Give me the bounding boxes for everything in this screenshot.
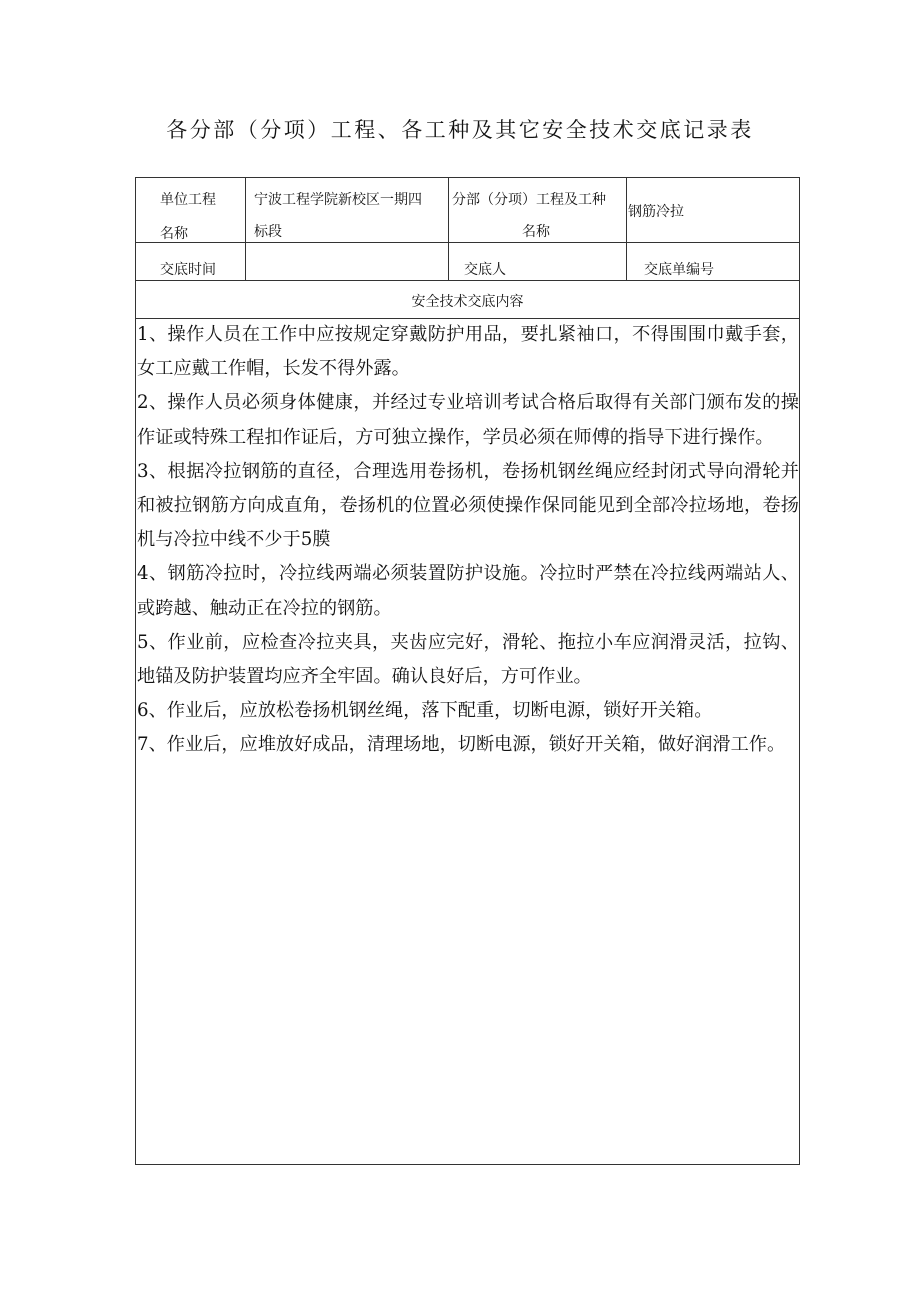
unit-name-value-line2: 标段 — [254, 224, 282, 240]
column-divider — [626, 178, 627, 280]
unit-name-label-line1: 单位工程 — [160, 192, 216, 208]
content-body — [137, 318, 799, 763]
content-item: 7、作业后，应堆放好成品，清理场地，切断电源，锁好开关箱，做好润滑工作。 — [137, 734, 786, 756]
row-divider — [136, 242, 799, 243]
content-item: 3、根据冷拉钢筋的直径，合理选用卷扬机，卷扬机钢丝绳应经封闭式导向滑轮并和被拉钢筋方向成直角，卷扬机的位置必须使操作保同能见到全部冷拉场地，卷扬机与冷拉中线不少于5膜 — [137, 460, 799, 551]
safety-disclosure-form — [135, 177, 800, 1165]
disclosure-time-label: 交底时间 — [160, 262, 216, 278]
discloser-label: 交底人 — [464, 262, 506, 278]
content-heading: 安全技术交底内容 — [411, 294, 524, 310]
content-item: 4、钢筋冷拉时，冷拉线两端必须装置防护设施。冷拉时严禁在冷拉线两端站人、或跨越、触动正在冷拉的钢筋。 — [137, 563, 799, 619]
content-item: 5、作业前，应检查冷拉夹具，夹齿应完好，滑轮、拖拉小车应润滑灵活，拉钩、地锚及防护装置均应齐全牢固。确认良好后，方可作业。 — [137, 631, 799, 688]
content-item: 2、操作人员必须身体健康，并经过专业培训考试合格后取得有关部门颁布发的操作证或特殊工程扣作证后，方可独立操作，学员必须在师傅的指导下进行操作。 — [137, 392, 799, 448]
column-divider — [448, 178, 449, 280]
unit-name-label-line2: 名称 — [160, 226, 188, 242]
content-item: 1、操作人员在工作中应按规定穿戴防护用品，要扎紧袖口，不得围围巾戴手套，女工应戴工作帽，长发不得外露。 — [137, 324, 799, 380]
disclosure-number-label: 交底单编号 — [644, 262, 714, 278]
sub-project-value: 钢筋冷拉 — [628, 204, 684, 220]
unit-name-value-line1: 宁波工程学院新校区一期四 — [254, 192, 422, 208]
page-title: 各分部（分项）工程、各工种及其它安全技术交底记录表 — [166, 118, 754, 142]
sub-project-label-line2: 名称 — [522, 224, 550, 240]
sub-project-label-line1: 分部（分项）工程及工种 — [452, 192, 606, 208]
column-divider — [245, 178, 246, 280]
content-item: 6、作业后，应放松卷扬机钢丝绳，落下配重，切断电源，锁好开关箱。 — [137, 700, 713, 722]
